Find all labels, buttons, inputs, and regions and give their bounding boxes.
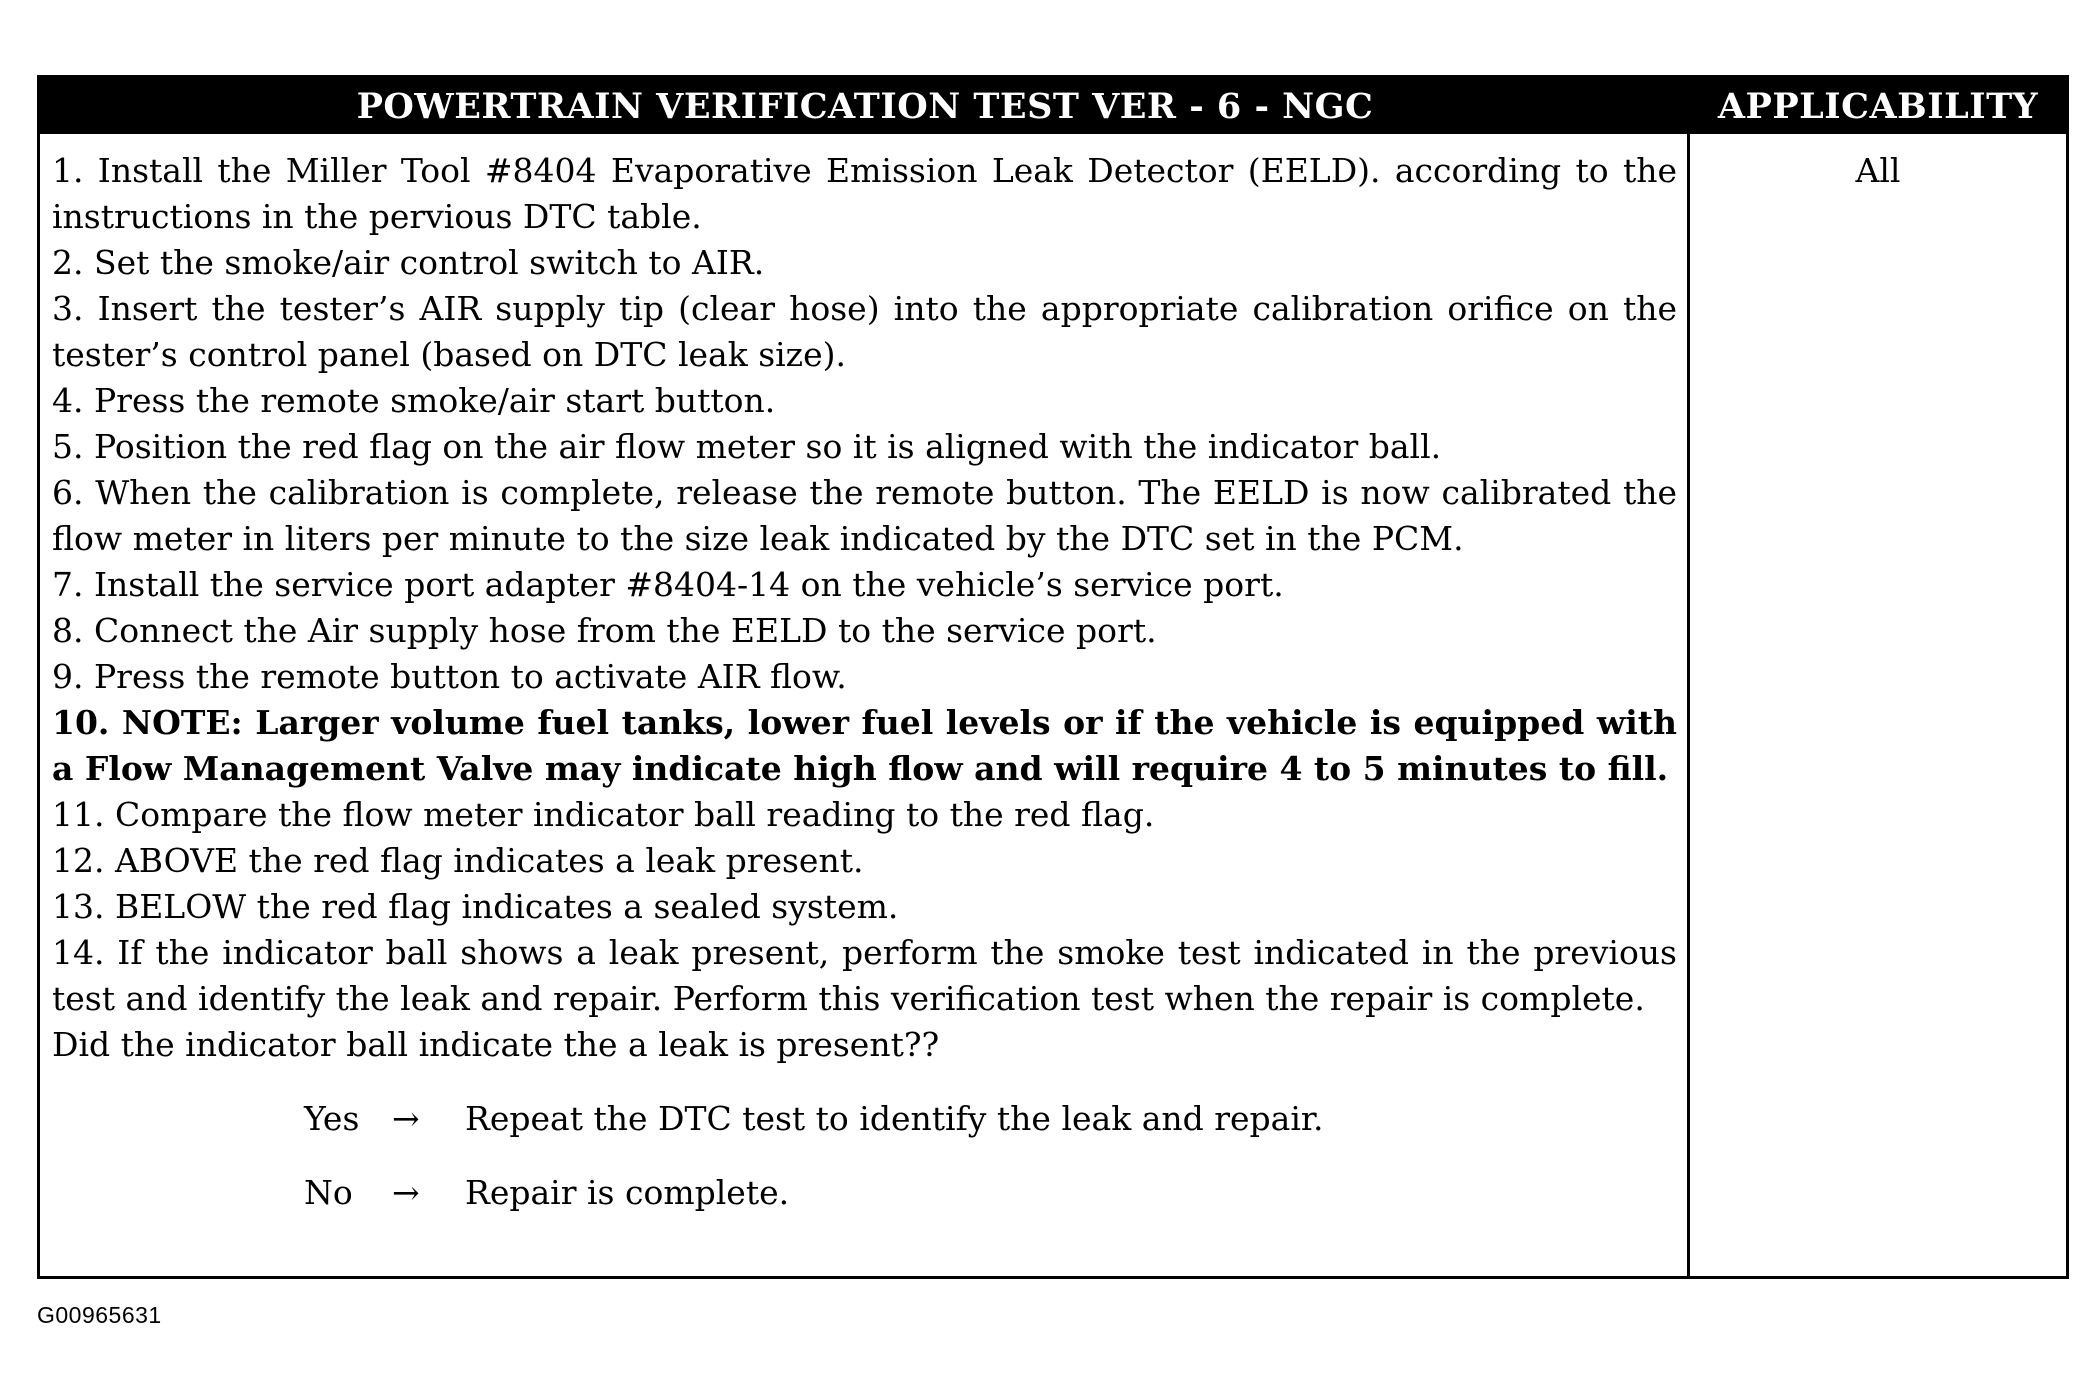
procedure-steps	[40, 134, 1690, 1276]
step-13: 13. BELOW the red flag indicates a sealed system.	[52, 887, 899, 926]
step-8: 8. Connect the Air supply hose from the EELD to the service port.	[52, 611, 1157, 650]
question: Did the indicator ball indicate the a leak is present??	[52, 1025, 940, 1064]
step-4: 4. Press the remote smoke/air start button.	[52, 381, 776, 420]
arrow-right-icon: →	[392, 1099, 420, 1138]
answer-label: No	[304, 1173, 353, 1212]
arrow-right-icon: →	[392, 1173, 420, 1212]
procedure-table	[37, 75, 2069, 1279]
step-7: 7. Install the service port adapter #8404-14 on the vehicle’s service port.	[52, 565, 1284, 604]
step-1: 1. Install the Miller Tool #8404 Evaporative Emission Leak Detector (EELD). according to the instructions in the pervious DTC table.	[52, 151, 1677, 236]
answer-list	[304, 1096, 1677, 1216]
table-header	[40, 78, 2066, 134]
figure-id: G00965631	[37, 1302, 162, 1328]
table-title: POWERTRAIN VERIFICATION TEST VER - 6 - NGC	[356, 85, 1374, 127]
answer-yes	[304, 1096, 1677, 1142]
step-5: 5. Position the red flag on the air flow meter so it is aligned with the indicator ball.	[52, 427, 1442, 466]
step-11: 11. Compare the flow meter indicator ball reading to the red flag.	[52, 795, 1155, 834]
applicability-header: APPLICABILITY	[1717, 85, 2039, 127]
step-9: 9. Press the remote button to activate AIR flow.	[52, 657, 847, 696]
step-14: 14. If the indicator ball shows a leak present, perform the smoke test indicated in the previous test and identify the leak and repair. Perform this verification test when the repair is complete.	[52, 933, 1677, 1018]
step-12: 12. ABOVE the red flag indicates a leak present.	[52, 841, 864, 880]
answer-text: Repair is complete.	[465, 1173, 790, 1212]
answer-no	[304, 1170, 1677, 1216]
step-6: 6. When the calibration is complete, release the remote button. The EELD is now calibrated the flow meter in liters per minute to the size leak indicated by the DTC set in the PCM.	[52, 473, 1677, 558]
answer-label: Yes	[304, 1099, 360, 1138]
answer-text: Repeat the DTC test to identify the leak and repair.	[465, 1099, 1324, 1138]
applicability-value: All	[1855, 151, 1901, 190]
step-10-note: 10. NOTE: Larger volume fuel tanks, lower fuel levels or if the vehicle is equipped with a Flow Management Valve may indicate high flow and will require 4 to 5 minutes to fill.	[52, 703, 1677, 788]
table-body	[40, 134, 2066, 1276]
step-3: 3. Insert the tester’s AIR supply tip (clear hose) into the appropriate calibration orifice on the tester’s control panel (based on DTC leak size).	[52, 289, 1677, 374]
step-2: 2. Set the smoke/air control switch to AIR.	[52, 243, 765, 282]
